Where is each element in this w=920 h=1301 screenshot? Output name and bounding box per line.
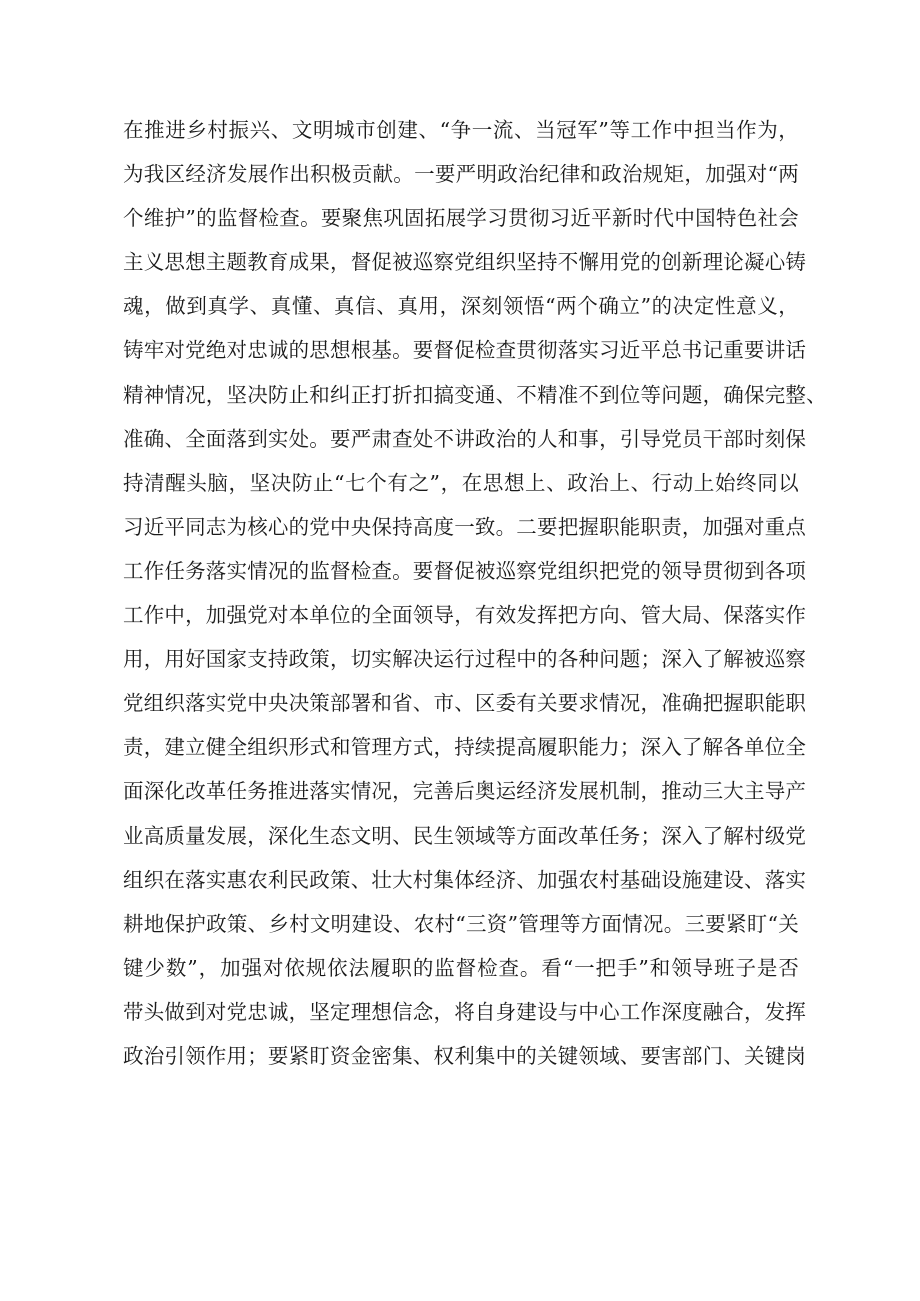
text-line-10: 习近平同志为核心的党中央保持高度一致。二要把握职能职责，加强对重点 bbox=[123, 514, 807, 539]
text-line-7: 精神情况，坚决防止和纠正打折扣搞变通、不精准不到位等问题，确保完整、 bbox=[123, 382, 827, 407]
text-line-15: 责，建立健全组织形式和管理方式，持续提高履职能力；深入了解各单位全 bbox=[123, 735, 807, 760]
text-line-5: 魂，做到真学、真懂、真信、真用，深刻领悟“两个确立”的决定性意义， bbox=[123, 294, 799, 319]
text-line-22: 政治引领作用；要紧盯资金密集、权利集中的关键领域、要害部门、关键岗 bbox=[123, 1043, 807, 1068]
text-line-20: 键少数”，加强对依规依法履职的监督检查。看“一把手”和领导班子是否 bbox=[123, 955, 799, 980]
text-line-13: 用，用好国家支持政策，切实解决运行过程中的各种问题；深入了解被巡察 bbox=[123, 647, 807, 672]
text-line-12: 工作中，加强党对本单位的全面领导，有效发挥把方向、管大局、保落实作 bbox=[123, 603, 807, 628]
text-line-19: 耕地保护政策、乡村文明建设、农村“三资”管理等方面情况。三要紧盯“关 bbox=[123, 911, 799, 936]
text-line-8: 准确、全面落到实处。要严肃查处不讲政治的人和事，引导党员干部时刻保 bbox=[123, 426, 807, 451]
text-line-4: 主义思想主题教育成果，督促被巡察党组织坚持不懈用党的创新理论凝心铸 bbox=[123, 250, 807, 275]
text-line-3: 个维护”的监督检查。要聚焦巩固拓展学习贯彻习近平新时代中国特色社会 bbox=[123, 206, 799, 231]
text-line-11: 工作任务落实情况的监督检查。要督促被巡察党组织把党的领导贯彻到各项 bbox=[123, 558, 807, 583]
text-line-21: 带头做到对党忠诚，坚定理想信念，将自身建设与中心工作深度融合，发挥 bbox=[123, 999, 807, 1024]
text-line-18: 组织在落实惠农利民政策、壮大村集体经济、加强农村基础设施建设、落实 bbox=[123, 867, 807, 892]
text-line-16: 面深化改革任务推进落实情况，完善后奥运经济发展机制，推动三大主导产 bbox=[123, 779, 807, 804]
text-line-14: 党组织落实党中央决策部署和省、市、区委有关要求情况，准确把握职能职 bbox=[123, 691, 807, 716]
text-line-9: 持清醒头脑，坚决防止“七个有之”，在思想上、政治上、行动上始终同以 bbox=[123, 470, 799, 495]
text-line-17: 业高质量发展，深化生态文明、民生领域等方面改革任务；深入了解村级党 bbox=[123, 823, 807, 848]
body-paragraph bbox=[123, 108, 827, 1078]
text-line-1: 在推进乡村振兴、文明城市创建、“争一流、当冠军”等工作中担当作为， bbox=[123, 118, 799, 142]
text-line-2: 为我区经济发展作出积极贡献。一要严明政治纪律和政治规矩，加强对“两 bbox=[123, 162, 799, 187]
text-line-6: 铸牢对党绝对忠诚的思想根基。要督促检查贯彻落实习近平总书记重要讲话 bbox=[123, 338, 807, 363]
